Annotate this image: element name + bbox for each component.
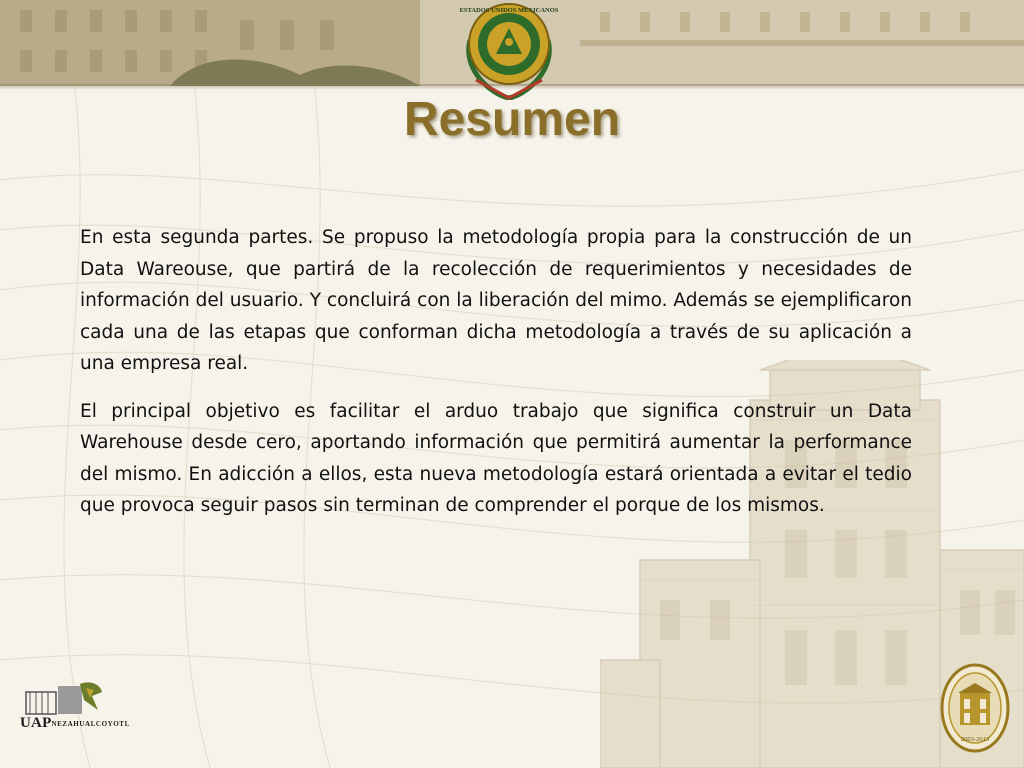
slide-title: Resumen (403, 93, 621, 146)
uap-label: UAP (20, 715, 52, 731)
paragraph-objective: El principal objetivo es facilitar el arduo trabajo que significa construir un Data Warehouse desde cero, aportando información que permitirá aumentar la performance del mismo. En adicción a ellos, esta nueva metodología estará orientada a evitar el tedio que provoca seguir pasos sin terminan de comprender el porque de los mismos. (80, 400, 912, 516)
paragraph-summary: En esta segunda partes. Se propuso la metodología propia para la construcción de un Data Wareouse, que partirá de la recolección de requerimientos y necesidades de información del usuario. Y concluirá con la liberación del mimo. Además se ejemplificaron cada una de las etapas que conforman dicha metodología a través de su aplicación a una empresa real. (80, 227, 912, 374)
uap-sublabel: NEZAHUALCOYOTL (51, 720, 130, 728)
uap-logo-text (20, 715, 130, 732)
anniversary-seal-icon (940, 663, 1010, 753)
slide-body (80, 222, 912, 538)
seal-ring-text: ESTADOS UNIDOS MEXICANOS (459, 7, 559, 14)
seal-years-text: 2003-2013 (960, 736, 990, 743)
university-seal-icon (452, 0, 566, 100)
